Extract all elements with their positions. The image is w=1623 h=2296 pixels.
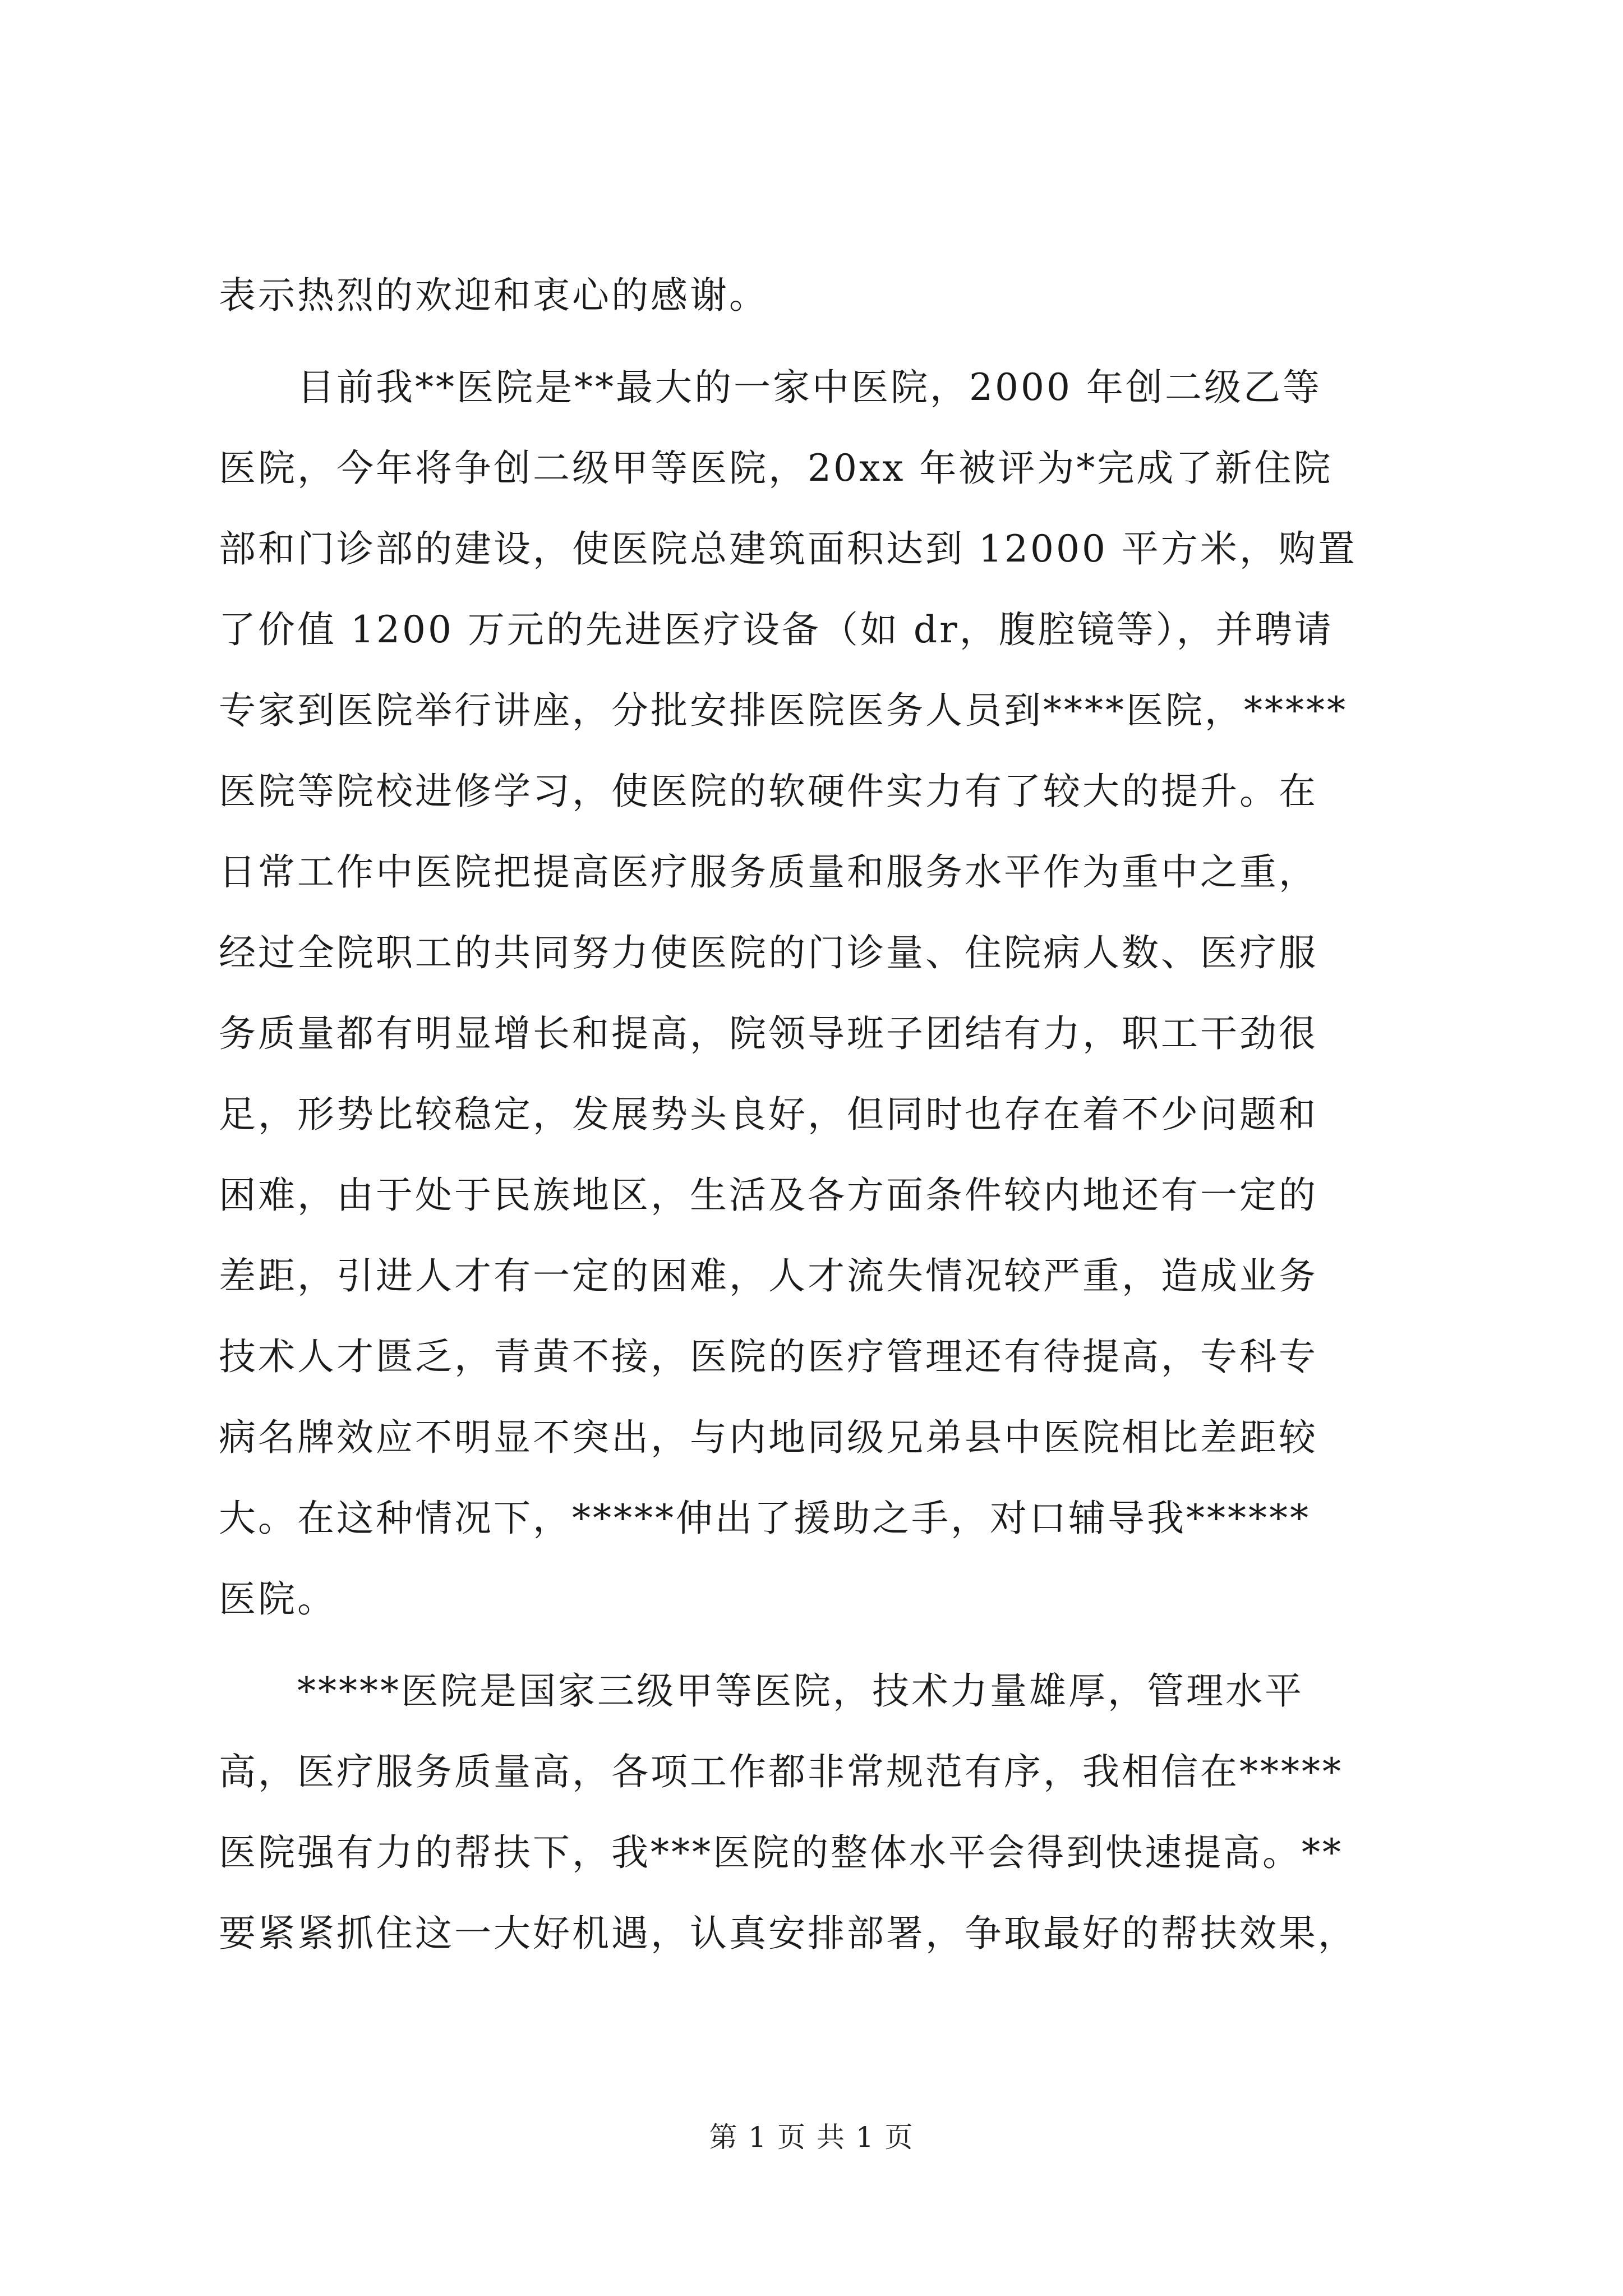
paragraph-line: 专家到医院举行讲座，分批安排医院医务人员到****医院，***** — [219, 689, 1348, 732]
paragraph-line: 医院。 — [219, 1577, 336, 1621]
paragraph-line: 表示热烈的欢迎和衷心的感谢。 — [219, 274, 768, 317]
paragraph-line: 足，形势比较稳定，发展势头良好，但同时也存在着不少问题和 — [219, 1093, 1318, 1136]
paragraph-line: 医院强有力的帮扶下，我***医院的整体水平会得到快速提高。** — [219, 1831, 1343, 1874]
paragraph-line: 医院等院校进修学习，使医院的软硬件实力有了较大的提升。在 — [219, 770, 1318, 813]
paragraph-line: 技术人才匮乏，青黄不接，医院的医疗管理还有待提高，专科专 — [219, 1335, 1318, 1378]
paragraph-line: 高，医疗服务质量高，各项工作都非常规范有序，我相信在***** — [219, 1750, 1343, 1793]
paragraph-line: 目前我**医院是**最大的一家中医院，2000 年创二级乙等 — [297, 366, 1322, 409]
paragraph-line: 病名牌效应不明显不突出，与内地同级兄弟县中医院相比差距较 — [219, 1416, 1318, 1459]
paragraph-line: 日常工作中医院把提高医疗服务质量和服务水平作为重中之重， — [219, 850, 1318, 894]
document-body — [219, 255, 1419, 1974]
paragraph-line: 要紧紧抓住这一大好机遇，认真安排部署，争取最好的帮扶效果， — [219, 1912, 1357, 1955]
paragraph-line: 了价值 1200 万元的先进医疗设备（如 dr，腹腔镜等），并聘请 — [219, 608, 1334, 651]
paragraph-line: 部和门诊部的建设，使医院总建筑面积达到 12000 平方米，购置 — [219, 527, 1357, 570]
paragraph-line: 大。在这种情况下，*****伸出了援助之手，对口辅导我****** — [219, 1497, 1311, 1540]
paragraph-line: 务质量都有明显增长和提高，院领导班子团结有力，职工干劲很 — [219, 1012, 1318, 1055]
paragraph-line: 困难，由于处于民族地区，生活及各方面条件较内地还有一定的 — [219, 1174, 1318, 1217]
paragraph-line: 医院，今年将争创二级甲等医院，20xx 年被评为*完成了新住院 — [219, 447, 1333, 490]
paragraph-line: 经过全院职工的共同努力使医院的门诊量、住院病人数、医疗服 — [219, 931, 1318, 974]
paragraph-line: *****医院是国家三级甲等医院，技术力量雄厚，管理水平 — [297, 1669, 1304, 1713]
page-number-footer: 第 1 页 共 1 页 — [709, 2121, 914, 2154]
paragraph-line: 差距，引进人才有一定的困难，人才流失情况较严重，造成业务 — [219, 1254, 1318, 1297]
